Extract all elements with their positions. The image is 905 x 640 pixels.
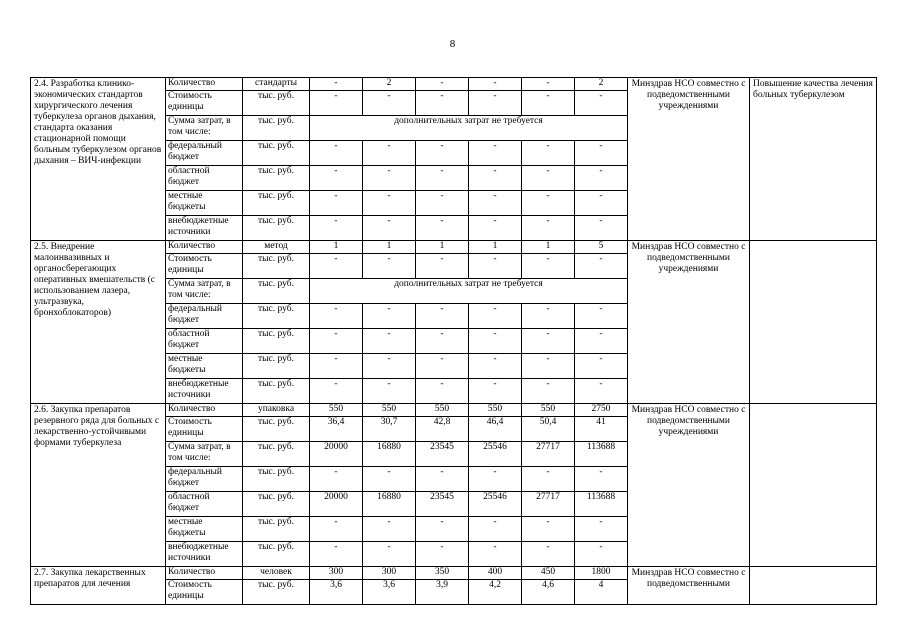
value-cell: - — [469, 517, 522, 542]
responsible-cell: Минздрав НСО совместно с подведомственными — [628, 567, 750, 605]
value-cell: 4,6 — [522, 580, 575, 605]
value-cell: - — [363, 517, 416, 542]
unit-cell: тыс. руб. — [243, 191, 310, 216]
value-cell: - — [363, 191, 416, 216]
value-cell: - — [575, 91, 628, 116]
value-cell: 3,9 — [416, 580, 469, 605]
value-cell: - — [363, 354, 416, 379]
unit-cell: тыс. руб. — [243, 329, 310, 354]
value-cell: - — [575, 216, 628, 241]
value-cell: 300 — [310, 567, 363, 580]
indicator-cell: местные бюджеты — [166, 517, 243, 542]
value-cell: - — [575, 379, 628, 404]
value-cell: - — [522, 354, 575, 379]
value-cell: 41 — [575, 417, 628, 442]
indicator-cell: Стоимость единицы — [166, 580, 243, 605]
value-cell: 27717 — [522, 442, 575, 467]
value-cell: 550 — [310, 404, 363, 417]
value-cell: - — [416, 379, 469, 404]
value-cell: - — [416, 78, 469, 91]
value-cell: - — [469, 254, 522, 279]
value-cell: - — [522, 379, 575, 404]
value-cell: 113688 — [575, 492, 628, 517]
value-cell: 25546 — [469, 442, 522, 467]
page-number: 8 — [449, 38, 456, 50]
value-cell: 350 — [416, 567, 469, 580]
unit-cell: тыс. руб. — [243, 417, 310, 442]
value-cell: - — [310, 517, 363, 542]
value-cell: - — [522, 191, 575, 216]
value-cell: - — [416, 517, 469, 542]
value-cell: - — [363, 216, 416, 241]
value-cell: - — [575, 329, 628, 354]
value-cell: - — [416, 166, 469, 191]
value-cell: - — [469, 354, 522, 379]
activity-cell: 2.5. Внедрение малоинвазивных и органосберегающих оперативных вмешательств (с использованием лазера, ультразвука, бронхоблокаторов) — [31, 241, 166, 404]
value-cell: - — [416, 354, 469, 379]
value-cell: - — [522, 304, 575, 329]
value-cell: - — [363, 166, 416, 191]
value-cell: - — [522, 467, 575, 492]
indicator-cell: Количество — [166, 78, 243, 91]
indicator-cell: Стоимость единицы — [166, 417, 243, 442]
value-cell: - — [522, 166, 575, 191]
value-cell: 300 — [363, 567, 416, 580]
indicator-cell: федеральный бюджет — [166, 304, 243, 329]
unit-cell: тыс. руб. — [243, 141, 310, 166]
value-cell: - — [310, 329, 363, 354]
indicator-cell: местные бюджеты — [166, 354, 243, 379]
value-cell: - — [363, 141, 416, 166]
value-cell: 16880 — [363, 492, 416, 517]
unit-cell: тыс. руб. — [243, 216, 310, 241]
responsible-cell: Минздрав НСО совместно с подведомственными учреждениями — [628, 404, 750, 567]
value-cell: 550 — [363, 404, 416, 417]
unit-cell: тыс. руб. — [243, 279, 310, 304]
value-cell: 23545 — [416, 442, 469, 467]
indicator-cell: Стоимость единицы — [166, 91, 243, 116]
value-cell: 46,4 — [469, 417, 522, 442]
value-cell: 25546 — [469, 492, 522, 517]
unit-cell: тыс. руб. — [243, 254, 310, 279]
value-cell: 1 — [310, 241, 363, 254]
value-cell: - — [522, 78, 575, 91]
activity-cell: 2.6. Закупка препаратов резервного ряда для больных с лекарственно-устойчивыми формами туберкулеза — [31, 404, 166, 567]
merged-note-cell: дополнительных затрат не требуется — [310, 279, 628, 304]
value-cell: - — [575, 467, 628, 492]
value-cell: 4 — [575, 580, 628, 605]
value-cell: - — [310, 191, 363, 216]
value-cell: - — [469, 329, 522, 354]
value-cell: - — [522, 91, 575, 116]
value-cell: - — [522, 542, 575, 567]
value-cell: 16880 — [363, 442, 416, 467]
value-cell: - — [310, 254, 363, 279]
value-cell: 5 — [575, 241, 628, 254]
unit-cell: метод — [243, 241, 310, 254]
value-cell: - — [363, 542, 416, 567]
value-cell: 20000 — [310, 442, 363, 467]
unit-cell: тыс. руб. — [243, 379, 310, 404]
indicator-cell: областной бюджет — [166, 492, 243, 517]
value-cell: - — [575, 304, 628, 329]
value-cell: - — [575, 166, 628, 191]
value-cell: 27717 — [522, 492, 575, 517]
value-cell: 550 — [416, 404, 469, 417]
value-cell: - — [469, 379, 522, 404]
value-cell: - — [310, 166, 363, 191]
value-cell: 23545 — [416, 492, 469, 517]
value-cell: - — [416, 216, 469, 241]
value-cell: 1 — [416, 241, 469, 254]
unit-cell: тыс. руб. — [243, 580, 310, 605]
unit-cell: тыс. руб. — [243, 442, 310, 467]
indicator-cell: внебюджетные источники — [166, 379, 243, 404]
value-cell: - — [416, 467, 469, 492]
indicator-cell: областной бюджет — [166, 329, 243, 354]
unit-cell: тыс. руб. — [243, 304, 310, 329]
value-cell: - — [416, 304, 469, 329]
value-cell: - — [416, 91, 469, 116]
merged-note-cell: дополнительных затрат не требуется — [310, 116, 628, 141]
indicator-cell: Сумма затрат, в том числе: — [166, 442, 243, 467]
value-cell: 1800 — [575, 567, 628, 580]
value-cell: 2 — [363, 78, 416, 91]
value-cell: - — [469, 78, 522, 91]
table-row — [31, 404, 877, 417]
value-cell: - — [469, 191, 522, 216]
indicator-cell: Количество — [166, 404, 243, 417]
value-cell: - — [310, 379, 363, 404]
value-cell: 550 — [469, 404, 522, 417]
table-row — [31, 241, 877, 254]
unit-cell: тыс. руб. — [243, 91, 310, 116]
value-cell: 36,4 — [310, 417, 363, 442]
value-cell: 50,4 — [522, 417, 575, 442]
value-cell: - — [310, 141, 363, 166]
value-cell: - — [416, 542, 469, 567]
value-cell: - — [416, 329, 469, 354]
result-cell — [750, 567, 877, 605]
value-cell: - — [469, 91, 522, 116]
value-cell: - — [363, 467, 416, 492]
value-cell: - — [310, 542, 363, 567]
table-row — [31, 567, 877, 580]
value-cell: 113688 — [575, 442, 628, 467]
indicator-cell: внебюджетные источники — [166, 542, 243, 567]
value-cell: 20000 — [310, 492, 363, 517]
value-cell: - — [522, 216, 575, 241]
value-cell: - — [310, 78, 363, 91]
value-cell: 1 — [363, 241, 416, 254]
responsible-cell: Минздрав НСО совместно с подведомственными учреждениями — [628, 241, 750, 404]
unit-cell: тыс. руб. — [243, 517, 310, 542]
indicator-cell: Стоимость единицы — [166, 254, 243, 279]
indicator-cell: федеральный бюджет — [166, 467, 243, 492]
unit-cell: тыс. руб. — [243, 467, 310, 492]
value-cell: - — [575, 354, 628, 379]
value-cell: - — [469, 304, 522, 329]
indicator-cell: Количество — [166, 241, 243, 254]
value-cell: - — [469, 141, 522, 166]
value-cell: - — [310, 354, 363, 379]
value-cell: - — [416, 141, 469, 166]
unit-cell: тыс. руб. — [243, 354, 310, 379]
value-cell: - — [363, 329, 416, 354]
activity-cell: 2.4. Разработка клинико-экономических стандартов хирургического лечения туберкулеза органов дыхания, стандарта оказания стационарной помощи больным туберкулезом органов дыхания – ВИЧ-инфекции — [31, 78, 166, 241]
value-cell: - — [469, 467, 522, 492]
value-cell: 450 — [522, 567, 575, 580]
value-cell: 30,7 — [363, 417, 416, 442]
value-cell: 550 — [522, 404, 575, 417]
activity-cell: 2.7. Закупка лекарственных препаратов для лечения — [31, 567, 166, 605]
value-cell: 2750 — [575, 404, 628, 417]
unit-cell: тыс. руб. — [243, 166, 310, 191]
value-cell: - — [310, 304, 363, 329]
unit-cell: тыс. руб. — [243, 116, 310, 141]
value-cell: - — [522, 254, 575, 279]
unit-cell: человек — [243, 567, 310, 580]
value-cell: - — [575, 542, 628, 567]
value-cell: - — [363, 379, 416, 404]
unit-cell: упаковка — [243, 404, 310, 417]
unit-cell: стандарты — [243, 78, 310, 91]
value-cell: - — [522, 141, 575, 166]
unit-cell: тыс. руб. — [243, 492, 310, 517]
indicator-cell: областной бюджет — [166, 166, 243, 191]
value-cell: - — [310, 216, 363, 241]
value-cell: 3,6 — [363, 580, 416, 605]
result-cell — [750, 404, 877, 567]
value-cell: 1 — [469, 241, 522, 254]
value-cell: 3,6 — [310, 580, 363, 605]
value-cell: 4,2 — [469, 580, 522, 605]
value-cell: - — [575, 191, 628, 216]
unit-cell: тыс. руб. — [243, 542, 310, 567]
value-cell: - — [469, 166, 522, 191]
value-cell: - — [416, 254, 469, 279]
result-cell — [750, 241, 877, 404]
value-cell: - — [575, 141, 628, 166]
value-cell: - — [363, 91, 416, 116]
indicator-cell: внебюджетные источники — [166, 216, 243, 241]
value-cell: - — [469, 216, 522, 241]
value-cell: - — [522, 329, 575, 354]
value-cell: - — [310, 467, 363, 492]
value-cell: - — [469, 542, 522, 567]
table-row — [31, 78, 877, 91]
value-cell: - — [310, 91, 363, 116]
value-cell: - — [416, 191, 469, 216]
value-cell: 42,8 — [416, 417, 469, 442]
value-cell: - — [522, 517, 575, 542]
value-cell: - — [575, 517, 628, 542]
value-cell: - — [363, 254, 416, 279]
value-cell: - — [363, 304, 416, 329]
value-cell: 2 — [575, 78, 628, 91]
indicator-cell: федеральный бюджет — [166, 141, 243, 166]
value-cell: - — [575, 254, 628, 279]
indicator-cell: Количество — [166, 567, 243, 580]
value-cell: 1 — [522, 241, 575, 254]
indicator-cell: местные бюджеты — [166, 191, 243, 216]
indicator-cell: Сумма затрат, в том числе: — [166, 116, 243, 141]
value-cell: 400 — [469, 567, 522, 580]
result-cell: Повышение качества лечения больных туберкулезом — [750, 78, 877, 241]
responsible-cell: Минздрав НСО совместно с подведомственными учреждениями — [628, 78, 750, 241]
program-activities-table — [30, 77, 877, 605]
indicator-cell: Сумма затрат, в том числе: — [166, 279, 243, 304]
